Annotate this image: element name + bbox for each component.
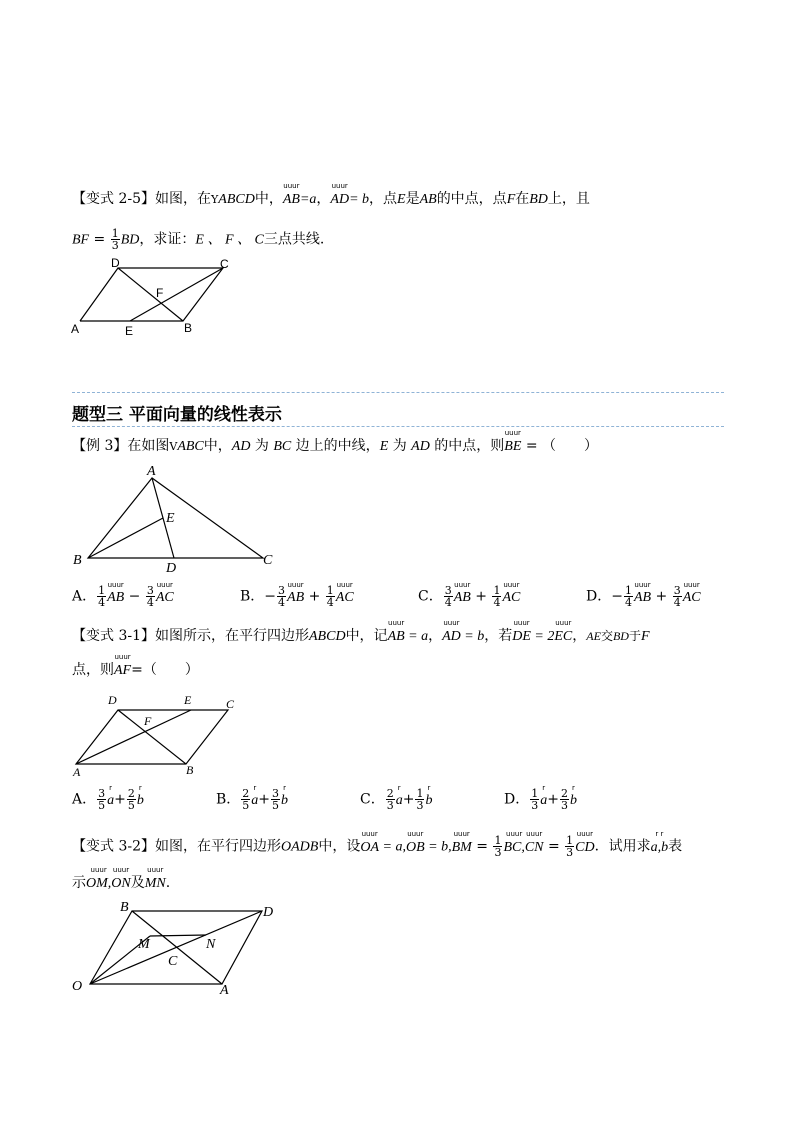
ex3-text: 边上的中线， xyxy=(291,438,380,454)
vec-bc: uuur BC, xyxy=(503,829,525,855)
ex3-bc: BC xyxy=(273,439,292,454)
ex3-text: 为 xyxy=(388,438,412,454)
ex3-question xyxy=(72,429,599,456)
v32-text: 示 xyxy=(72,875,86,891)
v31-text: 交 xyxy=(600,629,613,643)
vec-ab: r r a,b xyxy=(650,829,669,855)
fig-label-a: A xyxy=(71,322,80,336)
ex3-text: 中， xyxy=(203,438,232,454)
fig-label-n: N xyxy=(206,937,216,952)
fig-label-a: A xyxy=(147,464,156,479)
v31-text: ， xyxy=(572,628,587,644)
v25-text: 在 xyxy=(515,191,530,207)
v31-option-c[interactable]: C． $\frac{2}{3}$ r a+ $\frac{1}{3}$ r b xyxy=(360,783,433,812)
fraction: $\frac{1}{3}$ xyxy=(111,227,119,252)
fig-label-d: D xyxy=(111,256,120,270)
ex3-option-d[interactable]: D．− $\frac{1}{4}$ uuur AB + $\frac{3}{4}$ uuur AC xyxy=(586,580,701,609)
vec-mn: uuur MN xyxy=(144,866,166,891)
v25-text: 是 xyxy=(405,191,420,207)
v25-ab: AB xyxy=(419,192,437,207)
fig-label-d: D xyxy=(166,561,177,572)
fig-label-c: C xyxy=(226,697,235,711)
v32-eq: = b, xyxy=(424,839,452,855)
v31-eq: = 2 xyxy=(530,629,555,644)
v25-text: 的中点，点 xyxy=(436,191,507,207)
v31-text: 如图所示，在平行四边形 xyxy=(155,628,309,644)
ex3-figure xyxy=(68,460,283,572)
fig-label-b: B xyxy=(186,763,194,777)
ex3-option-b[interactable]: B．− $\frac{3}{4}$ uuur AB + $\frac{1}{4}$ uuur AC xyxy=(240,580,354,609)
v32-text: 如图，在平行四边形 xyxy=(155,838,281,855)
vec-ab: uuur AB xyxy=(282,182,300,207)
ex3-text: 的中点，则 xyxy=(429,438,505,454)
v25-text: ，点 xyxy=(369,191,398,207)
v32-text: 中，设 xyxy=(318,838,361,855)
fraction: $\frac{1}{3}$ xyxy=(566,834,574,859)
v31-text: ，若 xyxy=(484,628,513,644)
vec-be: uuur BE xyxy=(504,429,522,454)
v31-option-a[interactable]: A． $\frac{3}{5}$ r a+ $\frac{2}{5}$ r b xyxy=(72,783,144,812)
parallelogram-symbol: Y xyxy=(211,193,219,206)
ex3-option-c[interactable]: C． $\frac{3}{4}$ uuur AB + $\frac{1}{4}$ uuur AC xyxy=(418,580,521,609)
fig-label-d: D xyxy=(108,693,117,707)
v32-line2 xyxy=(72,866,171,893)
fig-label-b: B xyxy=(73,553,82,568)
fig-label-c: C xyxy=(220,257,229,271)
v31-text: =（ ） xyxy=(131,662,199,678)
v25-e: E xyxy=(397,192,406,207)
v25-text: 中， xyxy=(254,191,283,207)
v32-eq: = xyxy=(471,838,493,855)
vec-cd: uuur CD xyxy=(575,829,595,855)
v32-eq: = a, xyxy=(379,839,406,855)
v31-figure xyxy=(68,692,248,777)
v32-line1 xyxy=(72,829,683,859)
ex3-ad: AD xyxy=(411,439,430,454)
v32-text: ．试用 xyxy=(594,838,637,855)
v31-option-d[interactable]: D． $\frac{1}{3}$ r a+ $\frac{2}{3}$ r b xyxy=(504,783,577,812)
v31-eq: = b xyxy=(460,629,485,644)
fig-label-c: C xyxy=(263,553,273,568)
fig-label-m: M xyxy=(138,937,150,952)
v25-text: 如图，在 xyxy=(155,191,211,207)
v25-line2 xyxy=(72,228,324,251)
ex3-text: 在如图 xyxy=(127,438,170,454)
v25-bd: BD xyxy=(120,232,140,248)
fig-label-c: C xyxy=(168,954,178,969)
vec-ec: uuur EC xyxy=(554,619,573,644)
ex3-text: 为 xyxy=(250,438,274,454)
ex3-e: E xyxy=(379,439,389,454)
v31-option-b[interactable]: B． $\frac{2}{5}$ r a+ $\frac{3}{5}$ r b xyxy=(216,783,289,812)
v31-text: 点，则 xyxy=(72,662,114,678)
v25-tag: 【变式 2-5】 xyxy=(72,191,155,207)
fig-label-d: D xyxy=(263,905,274,920)
v32-text: 表 xyxy=(668,838,683,855)
vec-ad: uuur AD xyxy=(330,182,350,207)
v31-eq: = a xyxy=(404,629,429,644)
v25-line1: 【变式 2-5】如图，在YABCD中， uuur AB=a， uuur AD= b，点E是AB的中点，点F在BD上，且 xyxy=(72,182,590,207)
fig-label-o: O xyxy=(72,979,83,994)
fig-label-a: A xyxy=(73,765,81,777)
ex3-tag: 【例 3】 xyxy=(72,438,128,454)
fig-label-f: F xyxy=(156,286,164,300)
fig-label-b: B xyxy=(120,900,129,915)
v25-text: ，求证： xyxy=(139,231,196,248)
fraction: $\frac{1}{3}$ xyxy=(494,834,502,859)
vec-bm: uuur BM xyxy=(451,829,472,855)
v31-sep: ， xyxy=(428,628,443,644)
triangle-symbol: V xyxy=(169,440,178,453)
ex3-option-a[interactable]: A． $\frac{1}{4}$ uuur AB − $\frac{3}{4}$ uuur AC xyxy=(72,580,174,609)
fig-label-f: F xyxy=(144,714,152,728)
v31-abcd: ABCD xyxy=(309,629,346,644)
vec-ab: uuur AB xyxy=(387,619,405,644)
vec-oa: uuur OA xyxy=(360,829,379,855)
ex3-ad: AD xyxy=(231,439,251,454)
fig-label-a: A xyxy=(220,983,229,998)
vec-cn: uuur CN xyxy=(524,829,544,855)
vec-om: uuur OM, xyxy=(86,866,112,891)
fig-label-b: B xyxy=(184,321,193,335)
v32-tag: 【变式 3-2】 xyxy=(72,838,155,855)
v25-points: E 、 F 、 C xyxy=(195,232,264,248)
vec-de: uuur DE xyxy=(512,619,531,644)
v32-oadb: OADB xyxy=(281,839,319,855)
divider-top xyxy=(72,392,724,393)
v31-tag: 【变式 3-1】 xyxy=(72,628,155,644)
v32-figure xyxy=(66,898,296,1000)
v32-text: 及 xyxy=(130,875,145,891)
v31-line1 xyxy=(72,619,650,646)
section-title: 题型三 平面向量的线性表示 xyxy=(72,405,282,425)
v32-eq: = xyxy=(543,838,565,855)
v31-line2 xyxy=(72,653,199,680)
v32-text: . xyxy=(165,875,171,891)
vec-af: uuur AF xyxy=(114,653,132,678)
v25-f: F xyxy=(506,192,516,207)
ex3-abc: ABC xyxy=(177,439,204,454)
v31-f: F xyxy=(640,629,650,644)
vec-ad: uuur AD xyxy=(442,619,461,644)
fig-label-e: E xyxy=(166,511,175,526)
v32-text: 求 xyxy=(636,838,651,855)
v25-abcd: ABCD xyxy=(218,192,255,207)
v25-eq-b: = b xyxy=(349,192,370,207)
ex3-text: = （ ） xyxy=(521,438,599,454)
v25-eq-a: =a xyxy=(299,192,317,207)
vec-on: uuur ON xyxy=(111,866,131,891)
vec-ob: uuur OB xyxy=(405,829,425,855)
v25-eq: = xyxy=(89,231,110,248)
v25-text: 上，且 xyxy=(547,191,590,207)
fig-label-e: E xyxy=(125,324,134,338)
v25-bd: BD xyxy=(529,192,548,207)
divider-bottom xyxy=(72,426,724,427)
v31-text: 中，记 xyxy=(345,628,388,644)
v31-text: 于 xyxy=(628,629,641,643)
v31-ae: AE xyxy=(586,629,601,643)
fig-label-e: E xyxy=(184,693,192,707)
v31-bd: BD xyxy=(612,629,629,643)
v25-bf: BF xyxy=(72,232,90,248)
v25-figure xyxy=(68,256,238,338)
v25-text: 三点共线. xyxy=(263,231,325,248)
